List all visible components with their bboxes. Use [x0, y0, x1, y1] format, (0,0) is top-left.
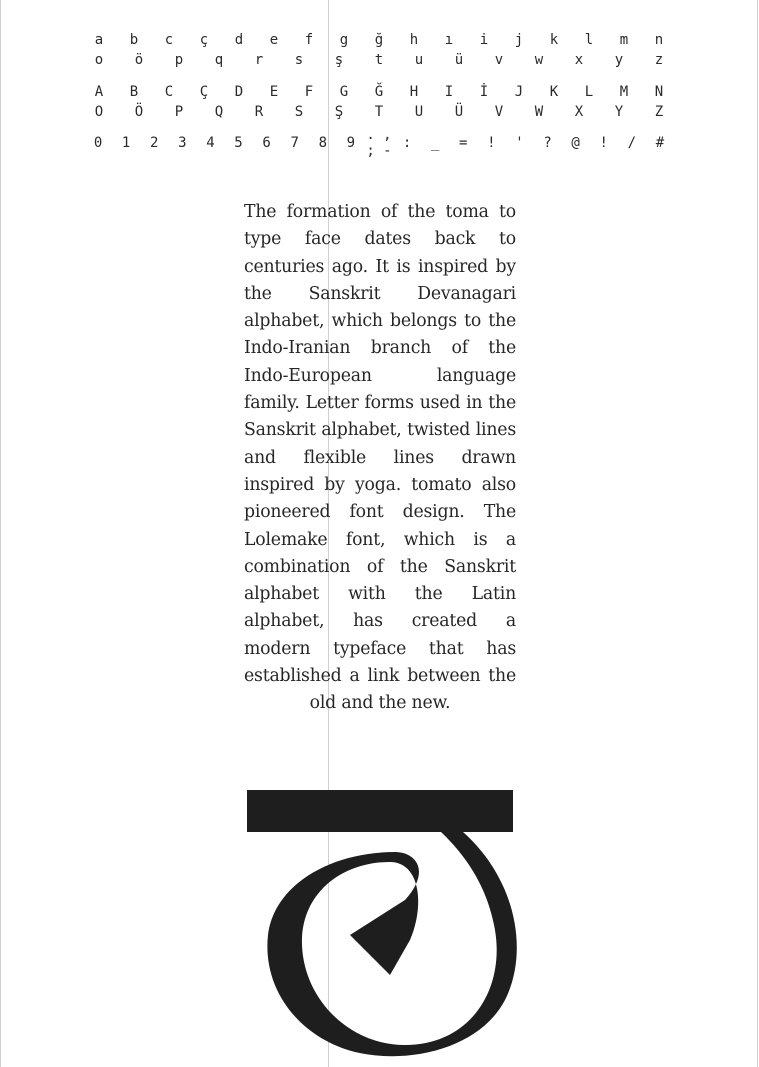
glyph-cell: 2 — [150, 135, 159, 151]
glyph-cell: x — [574, 52, 584, 68]
glyph-cell: Ç — [199, 84, 209, 100]
glyph-cell: U — [414, 104, 424, 120]
glyph-cell: P — [174, 104, 184, 120]
glyph-cell: z — [654, 52, 664, 68]
glyph-cell: w — [534, 52, 544, 68]
glyph-cell: ü — [454, 52, 464, 68]
glyph-cell: ' — [515, 135, 524, 151]
glyph-cell: 6 — [262, 135, 271, 151]
glyph-cell: u — [414, 52, 424, 68]
glyph-cell: E — [269, 84, 279, 100]
glyph-cell: ğ — [374, 32, 384, 48]
glyph-cell: / — [627, 135, 637, 151]
glyph-cell: Ğ — [374, 84, 384, 100]
glyph-cell: B — [129, 84, 139, 100]
glyph-cell: 0 — [93, 135, 103, 151]
glyph-cell: f — [304, 32, 314, 48]
glyph-cell: F — [304, 84, 314, 100]
glyph-cell: g — [339, 32, 349, 48]
glyph-cell: k — [549, 32, 559, 48]
glyph-cell: _ — [430, 135, 440, 151]
glyph-cell: D — [234, 84, 244, 100]
glyph-cell: 9 — [346, 135, 356, 151]
glyph-cell: V — [494, 104, 504, 120]
glyph-cell: Ö — [134, 104, 144, 120]
glyph-cell: c — [164, 32, 174, 48]
glyph-cell: ! — [487, 135, 496, 151]
glyph-cell: a — [94, 32, 104, 48]
glyph-cell: . , ; - — [366, 127, 392, 159]
glyph-cell: W — [534, 104, 544, 120]
glyph-cell: t — [374, 52, 384, 68]
glyph-cell: i — [479, 32, 489, 48]
glyph-cell: S — [294, 104, 304, 120]
glyph-cell: ç — [199, 32, 209, 48]
glyph-cell: d — [234, 32, 244, 48]
glyph-cell: q — [214, 52, 224, 68]
glyph-cell: e — [269, 32, 279, 48]
glyph-cell: 1 — [121, 135, 131, 151]
glyph-cell: A — [94, 84, 104, 100]
glyph-cell: 4 — [206, 135, 215, 151]
glyph-cell: b — [129, 32, 139, 48]
glyph-cell: X — [574, 104, 584, 120]
glyph-cell: Y — [614, 104, 624, 120]
glyph-cell: h — [409, 32, 419, 48]
specimen-body-text: The formation of the toma to type face dates back to centuries ago. It is inspired by the Sanskrit Devanagari alphabet, which belongs to the Indo-Iranian branch of the Indo-European language family. Letter forms used in the Sanskrit alphabet, twisted lines and flexible lines drawn inspired by yoga. tomato also pioneered font design. The Lolemake font, which is a combination of the Sanskrit alphabet with the Latin alphabet, has created a modern typeface that has established a link between the old and the new. — [244, 202, 516, 714]
glyph-cell: Q — [214, 104, 224, 120]
glyph-cell: I — [444, 84, 454, 100]
glyph-cell: p — [174, 52, 184, 68]
glyph-cell: v — [494, 52, 504, 68]
glyph-cell: 3 — [178, 135, 187, 151]
glyph-cell: ! — [599, 135, 608, 151]
glyph-cell: ö — [134, 52, 144, 68]
glyph-cell: @ — [571, 135, 580, 151]
glyph-cell: n — [654, 32, 664, 48]
glyph-cell: s — [294, 52, 304, 68]
glyph-cell: # — [655, 135, 665, 151]
glyph-cell: ı — [444, 32, 454, 48]
glyph-cell: l — [584, 32, 594, 48]
glyph-cell: L — [584, 84, 594, 100]
glyph-cell: y — [614, 52, 624, 68]
glyph-cell: 7 — [290, 135, 299, 151]
glyph-cell: ? — [543, 135, 552, 151]
glyph-cell: ş — [334, 52, 344, 68]
glyph-cell: R — [254, 104, 264, 120]
glyph-cell: M — [619, 84, 629, 100]
glyph-cell: j — [514, 32, 524, 48]
glyph-cell: r — [254, 52, 264, 68]
glyph-cell: 8 — [318, 135, 328, 151]
glyph-cell: 5 — [234, 135, 243, 151]
glyph-cell: o — [94, 52, 104, 68]
glyph-cell: G — [339, 84, 349, 100]
glyph-cell: Ü — [454, 104, 464, 120]
glyph-cell: O — [94, 104, 104, 120]
glyph-cell: Ş — [334, 104, 344, 120]
glyph-cell: H — [409, 84, 419, 100]
glyph-cell: J — [514, 84, 524, 100]
glyph-headline-bar — [247, 790, 513, 832]
glyph-cell: : — [402, 135, 412, 151]
glyph-cell: m — [619, 32, 629, 48]
glyph-cell: N — [654, 84, 664, 100]
glyph-cell: Z — [654, 104, 664, 120]
glyph-cell: C — [164, 84, 174, 100]
glyph-cell: İ — [479, 84, 489, 100]
glyph-cell: K — [549, 84, 559, 100]
glyph-cell: = — [459, 135, 468, 151]
glyph-bowl — [267, 832, 516, 1056]
glyph-cell: T — [374, 104, 384, 120]
